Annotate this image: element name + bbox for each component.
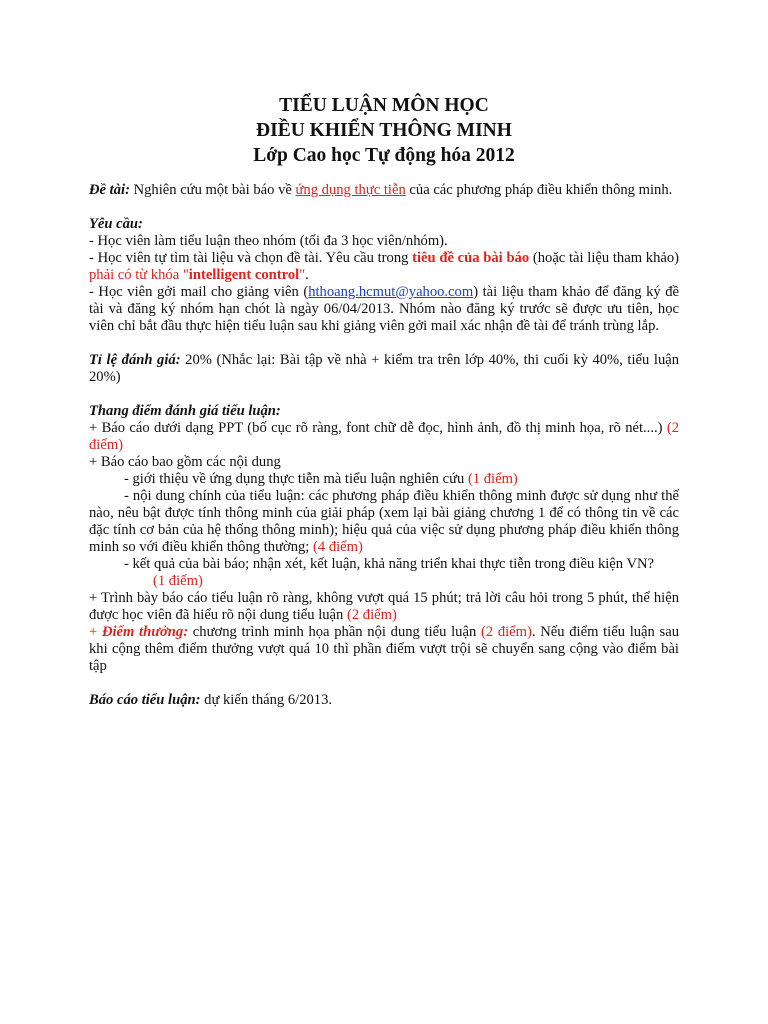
requirement-item-1: - Học viên làm tiểu luận theo nhóm (tối đa 3 học viên/nhóm). [89, 233, 448, 249]
topic-label: Đề tài: [89, 182, 130, 198]
scale-content-heading: + Báo cáo bao gồm các nội dung [89, 454, 281, 470]
document-body [89, 182, 679, 709]
scale-sub-item-1: - giới thiệu về ứng dụng thực tiễn mà tiểu luận nghiên cứu (1 điểm) [124, 471, 518, 487]
report-paragraph: Báo cáo tiểu luận: dự kiến tháng 6/2013. [89, 692, 333, 708]
requirement-item-3: - Học viên gởi mail cho giảng viên (hthoang.hcmut@yahoo.com) tài liệu tham khảo để đăng ký đề tài và đăng ký nhóm hạn chót là ngày 06/04/2013. Nhóm nào đăng ký trước sẽ được ưu tiên, học viên chỉ bắt đầu thực hiện tiểu luận sau khi giảng viên gởi mail xác nhận đề tài để tránh trùng lắp. [89, 284, 679, 334]
course-title: TIỂU LUẬN MÔN HỌC [279, 95, 489, 116]
points-badge: (4 điểm) [313, 539, 363, 555]
topic-text-after: của các phương pháp điều khiển thông minh. [405, 182, 673, 198]
points-badge: (2 điểm) [347, 607, 397, 623]
instructor-email-link[interactable]: hthoang.hcmut@yahoo.com [308, 284, 474, 300]
scale-ppt-item: + Báo cáo dưới dạng PPT (bố cục rõ ràng, font chữ dễ đọc, hình ảnh, đồ thị minh họa, rõ nét....) (2 điểm) [89, 420, 679, 453]
subject-title: ĐIỀU KHIỂN THÔNG MINH [256, 120, 512, 141]
keyword-intelligent-control: intelligent control [188, 267, 300, 283]
document-title-block [0, 93, 768, 168]
points-badge: (2 điểm) [89, 420, 679, 453]
scale-sub-item-3: - kết quả của bài báo; nhận xét, kết luận, khả năng triển khai thực tiễn trong điều kiện VN? [124, 556, 655, 572]
requirement-item-2: - Học viên tự tìm tài liệu và chọn đề tài. Yêu cầu trong tiêu đề của bài báo (hoặc tài liệu tham khảo) phải có từ khóa "intelligent control". [89, 250, 679, 283]
class-title: Lớp Cao học Tự động hóa 2012 [253, 145, 515, 166]
topic-text-before: Nghiên cứu một bài báo về [129, 182, 296, 198]
report-label: Báo cáo tiểu luận: [89, 692, 201, 708]
points-badge: (2 điểm) [480, 624, 532, 640]
scale-presentation-item: + Trình bày báo cáo tiểu luận rõ ràng, không vượt quá 15 phút; trả lời câu hỏi trong 5 phút, thể hiện được học viên đã hiểu rõ nội dung tiểu luận (2 điểm) [89, 590, 679, 623]
topic-highlight: ứng dụng thực tiễn [295, 182, 406, 198]
scale-sub-item-3-points [89, 573, 679, 590]
keyword-title-requirement: tiêu đề của bài báo [412, 250, 530, 266]
requirements-heading: Yêu cầu: [89, 216, 143, 232]
bonus-label: Điểm thưởng: [101, 624, 189, 640]
grading-ratio-paragraph: Tỉ lệ đánh giá: 20% (Nhắc lại: Bài tập về nhà + kiểm tra trên lớp 40%, thi cuối kỳ 40%, tiểu luận 20%) [89, 352, 680, 385]
grading-ratio-label: Tỉ lệ đánh giá: [89, 352, 181, 368]
topic-paragraph [89, 182, 679, 199]
scale-sub-item-2: - nội dung chính của tiểu luận: các phương pháp điều khiển thông minh được sử dụng như thế nào, nêu bật được tính thông minh của giải pháp (xem lại bài giảng chương 1 để có thông tin về các đặc tính cơ bản của hệ thống thông minh); hiệu quả của việc sử dụng phương pháp điều khiển thông minh so với điều khiển thông thường; (4 điểm) [89, 488, 679, 555]
scale-heading: Thang điểm đánh giá tiểu luận: [89, 403, 281, 419]
points-badge: (1 điểm) [467, 471, 518, 487]
points-badge: (1 điểm) [153, 573, 203, 589]
scale-bonus-item: + Điểm thưởng: chương trình minh họa phần nội dung tiểu luận (2 điểm). Nếu điểm tiểu luận sau khi cộng thêm điểm thưởng vượt quá 10 thì phần điểm vượt trội sẽ chuyển sang cộng vào điểm bài tập [89, 624, 679, 674]
